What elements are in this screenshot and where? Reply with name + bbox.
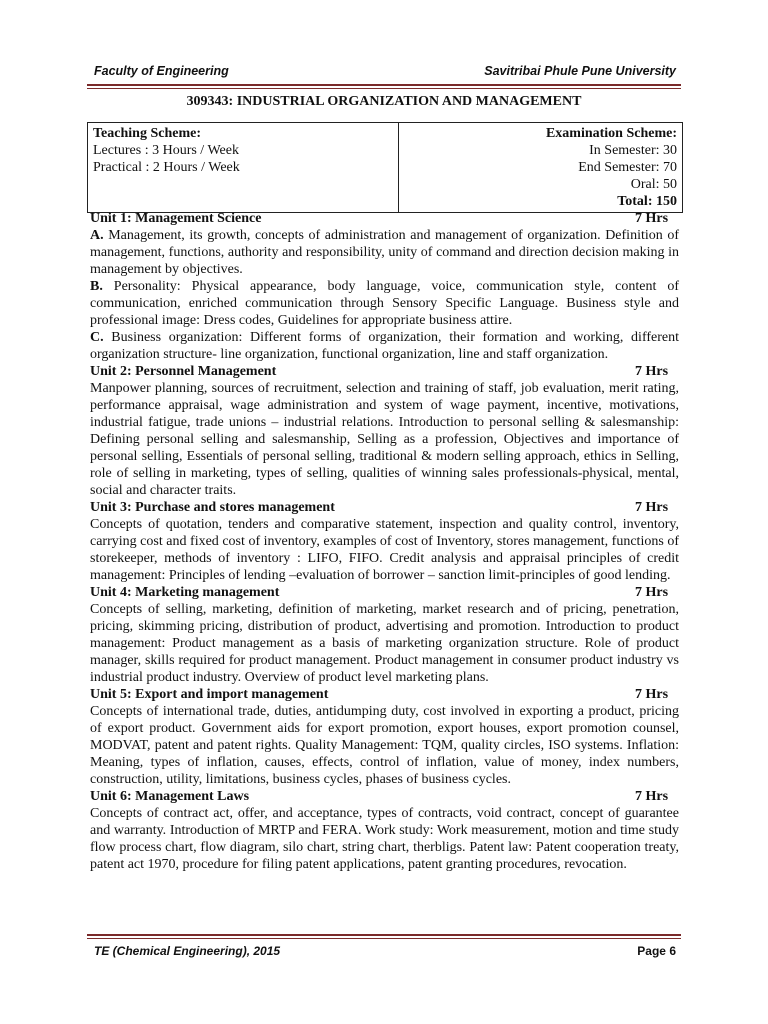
unit-hours: 7 Hrs (635, 364, 669, 379)
para-label: B. (90, 279, 103, 294)
unit-paragraph (90, 278, 679, 329)
page-number: Page 6 (637, 944, 676, 958)
unit-heading (90, 584, 679, 601)
course-title: 309343: INDUSTRIAL ORGANIZATION AND MANAGEMENT (186, 94, 582, 109)
unit-heading (90, 363, 679, 380)
oral-marks: Oral: 50 (630, 177, 677, 192)
unit-hours: 7 Hrs (635, 211, 669, 226)
unit-title: Unit 2: Personnel Management (90, 364, 277, 379)
unit-hours: 7 Hrs (635, 585, 669, 600)
unit-paragraph (90, 227, 679, 278)
unit-paragraph: Concepts of international trade, duties, antidumping duty, cost involved in exporting a product, pricing of export product. Government aids for export promotion, export houses, export promotion counsel, MODVAT, patent and patent rights. Quality Management: TQM, quality circles, ISO systems. Inflation: Meaning, types of inflation, causes, effects, control of inflation, value of money, index numbers, construction, utility, limitations, business cycles, phases of business cycles. (90, 704, 679, 787)
unit-heading (90, 686, 679, 703)
unit-title: Unit 3: Purchase and stores management (90, 500, 335, 515)
examination-scheme (399, 123, 683, 213)
unit-heading (90, 499, 679, 516)
unit-hours: 7 Hrs (635, 500, 669, 515)
footer-rule (87, 934, 681, 939)
unit-title: Unit 4: Marketing management (90, 585, 280, 600)
unit-hours: 7 Hrs (635, 789, 669, 804)
para-label: A. (90, 228, 104, 243)
practical-hours: Practical : 2 Hours / Week (93, 160, 240, 175)
teaching-scheme-title: Teaching Scheme: (93, 126, 201, 141)
unit-title: Unit 5: Export and import management (90, 687, 329, 702)
footer-course: TE (Chemical Engineering), 2015 (94, 944, 281, 958)
exam-scheme-title: Examination Scheme: (545, 126, 677, 141)
unit-heading (90, 788, 679, 805)
end-semester-marks: End Semester: 70 (578, 160, 677, 175)
in-semester-marks: In Semester: 30 (589, 143, 677, 158)
unit-paragraph: Concepts of quotation, tenders and comparative statement, inspection and quality control, inventory, carrying cost and fixed cost of inventory, examples of cost of Inventory, stores management, functions of storekeeper, methods of inventory : LIFO, FIFO. Credit analysis and appraisal principles of credit management: Principles of lending –evaluation of borrower – sanction limit-principles of good lending. (90, 517, 679, 583)
page-header (90, 64, 678, 82)
unit-paragraph: Concepts of contract act, offer, and acceptance, types of contracts, void contract, concept of guarantee and warranty. Introduction of MRTP and FERA. Work study: Work measurement, motion and time study flow process chart, flow diagram, silo chart, string chart, therbligs. Patent law: Patent cooperation treaty, patent act 1970, procedure for filing patent applications, patent granting procedures, revocation. (90, 806, 679, 872)
header-university: Savitribai Phule Pune University (484, 64, 676, 78)
unit-paragraph: Manpower planning, sources of recruitment, selection and training of staff, job evaluation, merit rating, performance appraisal, wage administration and system of wage payment, incentive, motivations, industrial fatigue, trade unions – industrial relations. Introduction to personal selling & salesmanship: Defining personal selling and salesmanship, Selling as a profession, Objectives and importance of personal selling, Essentials of personal selling, traditional & modern selling approach, ethics in Selling, role of selling in marketing, types of selling, qualities of winning sales professionals-physical, mental, social and character traits. (90, 381, 679, 498)
unit-heading (90, 210, 679, 227)
syllabus-content (90, 210, 679, 873)
para-text: Business organization: Different forms of organization, their formation and working, different organization structure- line organization, functional organization, line and staff organization. (90, 330, 679, 362)
unit-title: Unit 6: Management Laws (90, 789, 250, 804)
scheme-table (87, 122, 683, 213)
para-text: Personality: Physical appearance, body language, voice, communication style, content of communication, enriched communication through Sensory Specific Language. Business style and professional image: Dress codes, Guidelines for appropriate business attire. (90, 279, 679, 328)
teaching-scheme (88, 123, 399, 213)
para-text: Management, its growth, concepts of administration and management of organization. Definition of management, functions, authority and responsibility, unity of command and direction decision making in management by objectives. (90, 228, 679, 277)
para-label: C. (90, 330, 104, 345)
unit-paragraph: Concepts of selling, marketing, definition of marketing, market research and of pricing, penetration, pricing, skimming pricing, distribution of product, advertising and promotion. Introduction to product management: Product management as a basis of marketing organization structure. Role of product manager, skills required for product management. Product management in consumer product industry vs industrial product industry. Overview of product level marketing plans. (90, 602, 679, 685)
header-faculty: Faculty of Engineering (94, 64, 229, 78)
lectures-hours: Lectures : 3 Hours / Week (93, 143, 239, 158)
unit-paragraph (90, 329, 679, 363)
header-rule (87, 84, 681, 89)
unit-title: Unit 1: Management Science (90, 211, 262, 226)
unit-hours: 7 Hrs (635, 687, 669, 702)
total-marks: Total: 150 (617, 194, 677, 209)
